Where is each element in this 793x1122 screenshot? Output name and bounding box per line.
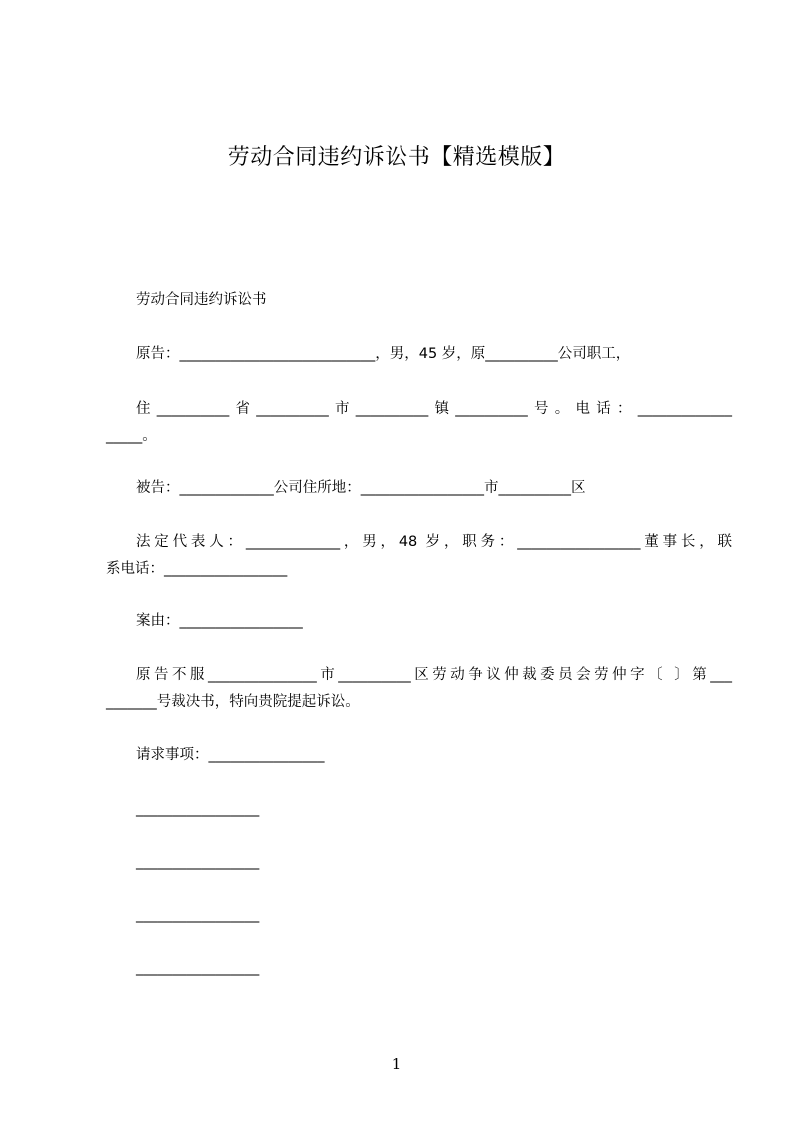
claim-line: _________________ (136, 907, 260, 923)
appeal-line-2: _______号裁决书，特向贵院提起诉讼。 (106, 694, 360, 710)
document-title: 劳动合同违约诉讼书【精选模版】 (227, 145, 566, 170)
subtitle: 劳动合同违约诉讼书 (136, 292, 267, 308)
cause-line: 案由：_________________ (136, 613, 303, 629)
claim-line: _________________ (136, 960, 260, 976)
page-number: 1 (391, 1055, 402, 1073)
address-line-1: 住__________省__________市__________镇__________号。电话：_____________ (136, 401, 732, 417)
address-line-2: _____。 (106, 428, 157, 444)
claim-line: _________________ (136, 801, 260, 817)
legal-rep-line-1: 法定代表人：_____________，男，48 岁，职务：_________________董事长，联 (136, 534, 732, 550)
defendant-line: 被告：_____________公司住所地：_________________市__________区 (136, 480, 586, 496)
appeal-line-1: 原告不服_______________市__________区劳动争议仲裁委员会劳仲字〔 〕第___ (136, 667, 732, 683)
legal-rep-line-2: 系电话：_________________ (106, 561, 288, 577)
plaintiff-line: 原告：___________________________，男，45 岁，原__________公司职工， (136, 346, 631, 362)
claims-label: 请求事项：________________ (136, 747, 325, 763)
claim-line: _________________ (136, 854, 260, 870)
